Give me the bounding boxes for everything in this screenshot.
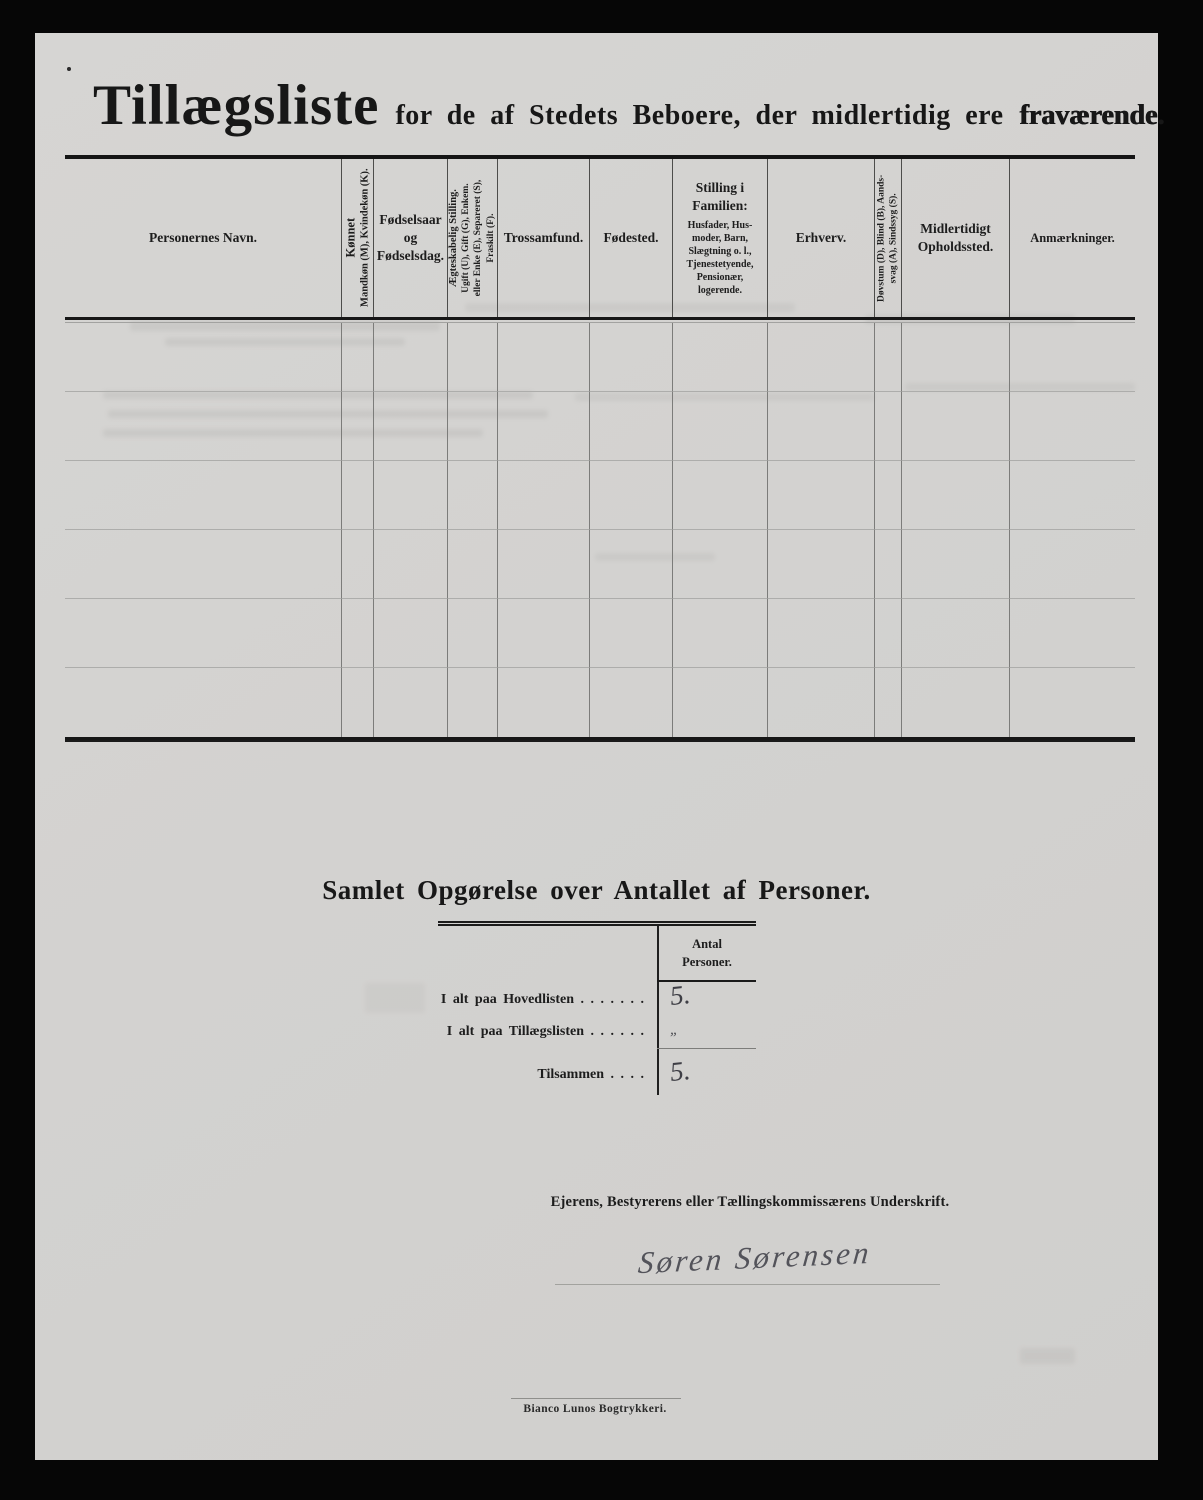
page-title-subtitle: for de af Stedets Beboere, der midlertidig ere	[395, 100, 1004, 131]
table-cell-r5-c6	[590, 599, 673, 668]
census-table	[65, 155, 1135, 742]
summary-row-label-tillaegslisten: I alt paa Tillægslisten . . . . . .	[446, 1024, 644, 1039]
col-header-occupation: Erhverv.	[768, 159, 875, 317]
table-cell-r5-c7	[673, 599, 768, 668]
table-cell-r6-c3	[374, 668, 448, 737]
col-header-disability	[875, 159, 902, 317]
col-header-disability-rotated-text: Døvstum (D), Blind (B), Aands- svag (A), Sindssyg (S).	[876, 174, 899, 302]
table-cell-r6-c8	[768, 668, 875, 737]
table-cell-r3-c4	[448, 461, 498, 530]
printer-rule	[511, 1398, 681, 1399]
table-cell-r6-c4	[448, 668, 498, 737]
table-bottom-rule	[65, 737, 1135, 742]
col-header-marital-rotated-text: Ægteskabelig Stilling. Ugift (U), Gift (G), Enkem. eller Enke (E), Separeret (S), Fraskilt (F).	[448, 179, 497, 297]
table-cell-r4-c3	[374, 530, 448, 599]
table-cell-r4-c6	[590, 530, 673, 599]
summary-value-tillaegslisten: „	[670, 1022, 679, 1038]
table-cell-r5-c4	[448, 599, 498, 668]
ink-spot	[67, 67, 71, 71]
table-cell-r1-c10	[902, 323, 1010, 392]
signature-name-handwritten: Søren Sørensen	[636, 1234, 874, 1281]
col-header-faith: Trossamfund.	[498, 159, 590, 317]
page-title-main: Tillægsliste	[93, 74, 380, 137]
table-cell-r2-c8	[768, 392, 875, 461]
table-cell-r1-c9	[875, 323, 902, 392]
table-cell-r2-c5	[498, 392, 590, 461]
table-cell-r3-c7	[673, 461, 768, 530]
table-cell-r6-c11	[1010, 668, 1135, 737]
table-cell-r2-c2	[342, 392, 374, 461]
table-cell-r1-c11	[1010, 323, 1135, 392]
table-cell-r5-c5	[498, 599, 590, 668]
bleedthrough-mark	[1020, 1348, 1075, 1364]
col-header-remarks: Anmærkninger.	[1030, 230, 1115, 245]
table-cell-r4-c10	[902, 530, 1010, 599]
summary-value-tilsammen: 5.	[668, 1055, 692, 1087]
col-header-birthdate: Fødselsaar og Fødselsdag.	[374, 159, 448, 317]
summary-table	[438, 921, 756, 1095]
table-cell-r5-c3	[374, 599, 448, 668]
table-cell-r6-c2	[342, 668, 374, 737]
col-header-name: Personernes Navn.	[65, 159, 342, 317]
signature-label: Ejerens, Bestyrerens eller Tællingskommissærens Underskrift.	[550, 1194, 950, 1210]
table-cell-r1-c1	[65, 323, 342, 392]
table-cell-r3-c6	[590, 461, 673, 530]
col-header-temporary-residence: Midlertidigt Opholdssted.	[902, 159, 1010, 317]
table-cell-r5-c11	[1010, 599, 1135, 668]
table-cell-r6-c5	[498, 668, 590, 737]
page-title	[93, 73, 1164, 138]
summary-total-rule	[657, 1048, 756, 1049]
table-cell-r1-c3	[374, 323, 448, 392]
table-cell-r3-c1	[65, 461, 342, 530]
table-cell-r3-c9	[875, 461, 902, 530]
table-cell-r4-c11	[1010, 530, 1135, 599]
table-cell-r2-c9	[875, 392, 902, 461]
table-cell-r2-c7	[673, 392, 768, 461]
table-cell-r1-c2	[342, 323, 374, 392]
summary-row-label-hovedlisten: I alt paa Hovedlisten . . . . . . .	[440, 992, 644, 1007]
table-cell-r4-c8	[768, 530, 875, 599]
table-cell-r1-c4	[448, 323, 498, 392]
table-cell-r5-c1	[65, 599, 342, 668]
page-title-emphasis: fraværende.	[1019, 100, 1165, 131]
col-header-birthplace: Fødested.	[590, 159, 673, 317]
summary-column-header: Antal Personer.	[682, 937, 732, 970]
table-cell-r2-c10	[902, 392, 1010, 461]
table-cell-r3-c2	[342, 461, 374, 530]
table-cell-r4-c9	[875, 530, 902, 599]
summary-value-hovedlisten: 5.	[668, 979, 692, 1011]
summary-heading: Samlet Opgørelse over Antallet af Personer.	[322, 875, 871, 905]
table-cell-r3-c8	[768, 461, 875, 530]
bleedthrough-mark	[365, 983, 425, 1013]
printer-imprint: Bianco Lunos Bogtrykkeri.	[523, 1403, 667, 1415]
col-header-marital-status	[448, 159, 498, 317]
col-header-sex	[342, 159, 374, 317]
table-cell-r6-c7	[673, 668, 768, 737]
table-cell-r1-c7	[673, 323, 768, 392]
table-body	[65, 322, 1135, 737]
table-cell-r3-c5	[498, 461, 590, 530]
table-cell-r3-c3	[374, 461, 448, 530]
table-cell-r1-c8	[768, 323, 875, 392]
table-cell-r6-c6	[590, 668, 673, 737]
table-cell-r6-c9	[875, 668, 902, 737]
summary-row-label-tilsammen: Tilsammen . . . .	[537, 1067, 644, 1082]
table-header-row	[65, 155, 1135, 320]
table-cell-r1-c6	[590, 323, 673, 392]
table-cell-r5-c8	[768, 599, 875, 668]
table-cell-r2-c4	[448, 392, 498, 461]
table-cell-r3-c11	[1010, 461, 1135, 530]
table-cell-r1-c5	[498, 323, 590, 392]
table-cell-r2-c11	[1010, 392, 1135, 461]
table-cell-r2-c1	[65, 392, 342, 461]
table-cell-r4-c2	[342, 530, 374, 599]
table-cell-r6-c1	[65, 668, 342, 737]
table-cell-r4-c1	[65, 530, 342, 599]
table-cell-r4-c5	[498, 530, 590, 599]
table-cell-r2-c3	[374, 392, 448, 461]
table-cell-r3-c10	[902, 461, 1010, 530]
table-cell-r6-c10	[902, 668, 1010, 737]
signature-line	[555, 1284, 940, 1285]
census-form-page	[35, 33, 1165, 1460]
col-header-family-position: Stilling i Familien: Husfader, Hus- moder, Barn, Slægtning o. l., Tjenestetyende, Pensionær, logerende.	[673, 159, 768, 317]
table-cell-r5-c10	[902, 599, 1010, 668]
table-cell-r5-c2	[342, 599, 374, 668]
table-cell-r4-c4	[448, 530, 498, 599]
table-cell-r2-c6	[590, 392, 673, 461]
table-cell-r5-c9	[875, 599, 902, 668]
table-cell-r4-c7	[673, 530, 768, 599]
col-header-sex-rotated-text: Kønnet Mandkøn (M), Kvindekøn (K).	[343, 168, 372, 308]
